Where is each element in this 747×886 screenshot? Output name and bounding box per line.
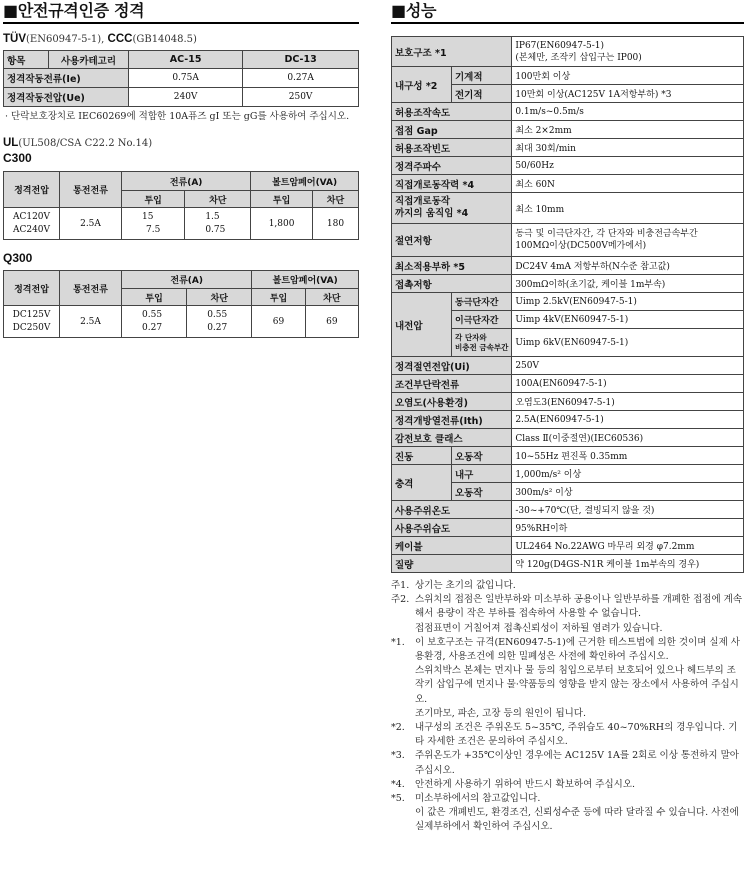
tuv-label: TÜV — [3, 33, 26, 45]
elec-label: 전기적 — [452, 85, 512, 103]
cable-value: UL2464 No.22AWG 마무리 외경 φ7.2mm — [512, 537, 744, 555]
cert-row-current-label: 정격작동전류(Ie) — [4, 69, 129, 88]
c300-header-voltage: 정격전압 — [4, 172, 60, 208]
ul-standard: (UL508/CSA C22.2 No.14) — [18, 138, 153, 149]
rated-freq-label: 정격주파수 — [392, 157, 512, 175]
gap-label: 접점 Gap — [392, 121, 512, 139]
gap-value: 최소 2×2mm — [512, 121, 744, 139]
shock-durability-value: 1,000m/s² 이상 — [512, 465, 744, 483]
speed-value: 0.1m/s~0.5m/s — [512, 103, 744, 121]
q300-header-amp: 전류(A) — [122, 271, 252, 289]
humidity-label: 사용주위습도 — [392, 519, 512, 537]
freq-value: 최대 30회/min — [512, 139, 744, 157]
ccc-label: CCC — [104, 33, 133, 45]
temperature-value: -30~+70℃(단, 결빙되지 않을 것) — [512, 501, 744, 519]
c300-header-amp-on: 투입 — [122, 191, 185, 208]
protect-label: 보호구조 *1 — [392, 37, 512, 67]
shock-protection-label: 감전보호 클래스 — [392, 429, 512, 447]
diff-pole-value: Uimp 4kV(EN60947-5-1) — [512, 311, 744, 329]
rated-insul-label: 정격절연전압(Ui) — [392, 357, 512, 375]
cert-current-dc: 0.27A — [243, 69, 359, 88]
performance-title: ■성능 — [391, 2, 744, 24]
footnote-item: *2. 내구성의 조건은 주위온도 5~35℃, 주위습도 40~70%RH의 경우입니다. 기타 자세한 조건은 문의하여 주십시오. — [391, 722, 738, 748]
c300-header-current: 통전전류 — [60, 172, 122, 208]
right-column — [391, 2, 744, 835]
withstand-label: 내전압 — [392, 293, 452, 357]
contact-res-label: 접촉저항 — [392, 275, 512, 293]
c300-header-amp: 전류(A) — [122, 172, 251, 191]
thermal-current-value: 2.5A(EN60947-5-1) — [512, 411, 744, 429]
footnote-item: *3. 주위온도가 +35℃이상인 경우에는 AC125V 1A를 2회로 이상 통전하지 말아 주십시오. — [391, 750, 739, 776]
elec-value: 10만회 이상(AC125V 1A저항부하) *3 — [512, 85, 744, 103]
same-pole-label: 동극단자간 — [452, 293, 512, 311]
c300-amp-off: 1.5 0.75 — [185, 208, 251, 240]
short-circuit-label: 조건부단락전류 — [392, 375, 512, 393]
q300-table — [3, 270, 359, 338]
cert-rating-table — [3, 50, 359, 107]
q300-voltages: DC125V DC250V — [4, 306, 60, 338]
footnote-item: 주1. 상기는 초기의 값입니다. — [391, 580, 516, 591]
mech-label: 기계적 — [452, 67, 512, 85]
q300-va-on: 69 — [252, 306, 305, 338]
q300-va-off: 69 — [305, 306, 358, 338]
force-label: 직접개로동작력 *4 — [392, 175, 512, 193]
contact-res-value: 300mΩ이하(초기값, 케이블 1m부속) — [512, 275, 744, 293]
min-load-value: DC24V 4mA 저항부하(N수준 참고값) — [512, 257, 744, 275]
c300-va-off: 180 — [312, 208, 358, 240]
rated-freq-value: 50/60Hz — [512, 157, 744, 175]
speed-label: 허용조작속도 — [392, 103, 512, 121]
c300-voltages: AC120V AC240V — [4, 208, 60, 240]
footnote-item: *5. 미소부하에서의 참고값입니다. 이 값은 개폐빈도, 환경조건, 신뢰성수준 등에 따라 달라질 수 있습니다. 사전에 실제부하에서 확인하여 주십시오. — [391, 793, 739, 833]
c300-va-on: 1,800 — [251, 208, 313, 240]
insulation-value: 동극 및 이극단자간, 각 단자와 비충전금속부간 100MΩ이상(DC500V메가에서) — [512, 224, 744, 257]
safety-rating-title: ■안전규격인증 정격 — [3, 2, 359, 24]
q300-header-amp-off: 차단 — [187, 289, 252, 306]
pollution-value: 오염도3(EN60947-5-1) — [512, 393, 744, 411]
shock-label: 충격 — [392, 465, 452, 501]
q300-amp-off: 0.55 0.27 — [187, 306, 252, 338]
cable-label: 케이블 — [392, 537, 512, 555]
protect-value: IP67(EN60947-5-1) (본체만, 조작키 삽입구는 IP00) — [512, 37, 744, 67]
pollution-label: 오염도(사용환경) — [392, 393, 512, 411]
shock-malfunction-sub: 오동작 — [452, 483, 512, 501]
cert-standards-line — [3, 32, 359, 47]
c300-current: 2.5A — [60, 208, 122, 240]
c300-header-amp-off: 차단 — [185, 191, 251, 208]
durability-label: 내구성 *2 — [392, 67, 452, 103]
diff-pole-label: 이극단자간 — [452, 311, 512, 329]
q300-amp-on: 0.55 0.27 — [122, 306, 187, 338]
cert-voltage-dc: 250V — [243, 88, 359, 107]
q300-header-va-on: 투입 — [252, 289, 305, 306]
q300-header-va: 볼트암페어(VA) — [252, 271, 359, 289]
footnote-item: *1. 이 보호구조는 규격(EN60947-5-1)에 근거한 테스트법에 의한 것이며 실제 사용환경, 사용조건에 의한 밀폐성은 사전에 확인하여 주십시오. 스위치박스 본체는 먼지나 물 등의 침입으로부터 보호되어 있으나 헤드부의 조작키 삽입구에 먼지나 물·약품등의 영향을 받지 않는 장소에서 사용하여 주십시오. 조기마모, 파손, 고장 등의 원인이 됩니다. — [391, 636, 740, 719]
same-pole-value: Uimp 2.5kV(EN60947-5-1) — [512, 293, 744, 311]
short-circuit-value: 100A(EN60947-5-1) — [512, 375, 744, 393]
q300-title: Q300 — [3, 251, 33, 265]
c300-header-va-off: 차단 — [312, 191, 358, 208]
vibration-value: 10~55Hz 편진폭 0.35mm — [512, 447, 744, 465]
travel-label: 직접개로동작 까지의 움직임 *4 — [392, 193, 512, 224]
freq-label: 허용조작빈도 — [392, 139, 512, 157]
vibration-label: 진동 — [392, 447, 452, 465]
cert-current-ac: 0.75A — [129, 69, 243, 88]
shock-malfunction-value: 300m/s² 이상 — [512, 483, 744, 501]
shock-durability-sub: 내구 — [452, 465, 512, 483]
rated-insul-value: 250V — [512, 357, 744, 375]
cert-header-dc13: DC-13 — [243, 51, 359, 69]
footnotes — [391, 579, 744, 835]
c300-amp-on: 15 7.5 — [122, 208, 185, 240]
temperature-label: 사용주위온도 — [392, 501, 512, 519]
q300-header-voltage: 정격전압 — [4, 271, 60, 306]
terminal-metal-label: 각 단자와 비충전 금속부간 — [452, 329, 512, 357]
left-column — [3, 2, 359, 338]
c300-header-va-on: 투입 — [251, 191, 313, 208]
c300-table — [3, 171, 359, 240]
insulation-label: 절연저항 — [392, 224, 512, 257]
ul-label: UL — [3, 137, 19, 149]
c300-header-va: 볼트암페어(VA) — [251, 172, 359, 191]
performance-table — [391, 36, 744, 573]
cert-header-ac15: AC-15 — [129, 51, 243, 69]
cert-header-item: 항목 — [4, 51, 49, 69]
ul-standards-line — [3, 136, 359, 151]
weight-label: 질량 — [392, 555, 512, 573]
thermal-current-label: 정격개방열전류(Ith) — [392, 411, 512, 429]
c300-title: C300 — [3, 151, 32, 165]
mech-value: 100만회 이상 — [512, 67, 744, 85]
q300-header-va-off: 차단 — [305, 289, 358, 306]
cert-row-voltage-label: 정격작동전압(Ue) — [4, 88, 129, 107]
q300-header-amp-on: 투입 — [122, 289, 187, 306]
footnote-item: *4. 안전하게 사용하기 위하여 반드시 확보하여 주십시오. — [391, 778, 636, 790]
tuv-standard: (EN60947-5-1), — [26, 34, 105, 45]
cert-voltage-ac: 240V — [129, 88, 243, 107]
q300-header-current: 통전전류 — [60, 271, 122, 306]
force-value: 최소 60N — [512, 175, 744, 193]
cert-header-category: 사용카테고리 — [49, 51, 129, 69]
fuse-note: · 단락보호장치로 IEC60269에 적합한 10A퓨즈 gI 또는 gG를 사용하여 주십시오. — [5, 111, 350, 122]
footnote-item: 주2. 스위치의 접점은 일반부하와 미소부하 공용이나 일반부하를 개폐한 접점에 계속해서 용량이 작은 부하를 접속하여 사용할 수 없습니다. 접점표면이 거칠어져 접촉신뢰성이 저하될 염려가 있습니다. — [391, 594, 743, 634]
vibration-sub: 오동작 — [452, 447, 512, 465]
humidity-value: 95%RH이하 — [512, 519, 744, 537]
ccc-standard: (GB14048.5) — [132, 34, 197, 45]
q300-current: 2.5A — [60, 306, 122, 338]
weight-value: 약 120g(D4GS-N1R 케이블 1m부속의 경우) — [512, 555, 744, 573]
terminal-metal-value: Uimp 6kV(EN60947-5-1) — [512, 329, 744, 357]
shock-protection-value: Class Ⅱ(이중절연)(IEC60536) — [512, 429, 744, 447]
travel-value: 최소 10mm — [512, 193, 744, 224]
min-load-label: 최소적용부하 *5 — [392, 257, 512, 275]
